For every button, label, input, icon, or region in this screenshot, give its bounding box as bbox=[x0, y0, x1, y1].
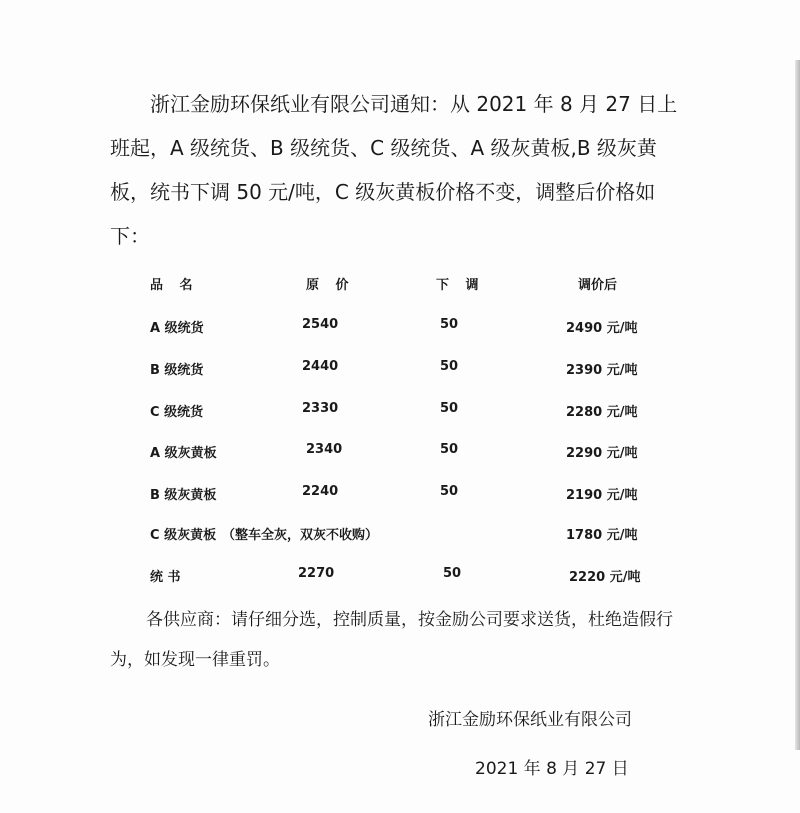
row-6-note: （整车全灰，双灰不收购） bbox=[222, 528, 379, 543]
row-4-adjusted: 2290 元/吨 bbox=[566, 446, 638, 461]
header-name: 品 名 bbox=[150, 278, 199, 293]
row-3-original: 2330 bbox=[302, 401, 339, 416]
row-2-original: 2440 bbox=[302, 359, 339, 374]
row-7-name: 统 书 bbox=[150, 570, 181, 585]
row-5-name: B 级灰黄板 bbox=[150, 488, 217, 503]
row-4-name: A 级灰黄板 bbox=[150, 446, 217, 461]
row-2-reduction: 50 bbox=[440, 359, 459, 374]
row-5-original: 2240 bbox=[302, 484, 339, 499]
header-reduction: 下 调 bbox=[436, 278, 485, 293]
row-1-reduction: 50 bbox=[440, 317, 459, 332]
row-6-adjusted: 1780 元/吨 bbox=[566, 528, 638, 543]
signature-date: 2021 年 8 月 27 日 bbox=[475, 759, 629, 779]
row-1-name: A 级统货 bbox=[150, 321, 204, 336]
row-6-name: C 级灰黄板 bbox=[150, 528, 217, 543]
row-3-name: C 级统货 bbox=[150, 405, 204, 420]
row-3-adjusted: 2280 元/吨 bbox=[566, 405, 638, 420]
signature-company: 浙江金励环保纸业有限公司 bbox=[428, 710, 632, 730]
header-original-price: 原 价 bbox=[306, 278, 355, 293]
intro-paragraph: 浙江金励环保纸业有限公司通知：从 2021 年 8 月 27 日上班起，A 级统货、B 级统货、C 级统货、A 级灰黄板,B 级灰黄板，统书下调 50 元/吨，C 级灰黄板价格不变，调整后价格如下： bbox=[110, 92, 678, 248]
header-adjusted-price: 调价后 bbox=[578, 278, 618, 293]
row-4-reduction: 50 bbox=[440, 442, 459, 457]
row-2-adjusted: 2390 元/吨 bbox=[566, 363, 638, 378]
row-1-original: 2540 bbox=[302, 317, 339, 332]
row-7-reduction: 50 bbox=[443, 566, 462, 581]
price-table bbox=[0, 268, 800, 588]
row-3-reduction: 50 bbox=[440, 401, 459, 416]
row-7-original: 2270 bbox=[298, 566, 335, 581]
supplier-notice: 各供应商：请仔细分选，控制质量，按金励公司要求送货，杜绝造假行为，如发现一律重罚。 bbox=[110, 610, 673, 670]
row-1-adjusted: 2490 元/吨 bbox=[566, 321, 638, 336]
row-5-adjusted: 2190 元/吨 bbox=[566, 488, 638, 503]
row-2-name: B 级统货 bbox=[150, 363, 204, 378]
row-7-adjusted: 2220 元/吨 bbox=[569, 570, 641, 585]
notice-intro bbox=[110, 82, 690, 258]
row-5-reduction: 50 bbox=[440, 484, 459, 499]
row-4-original: 2340 bbox=[306, 442, 343, 457]
